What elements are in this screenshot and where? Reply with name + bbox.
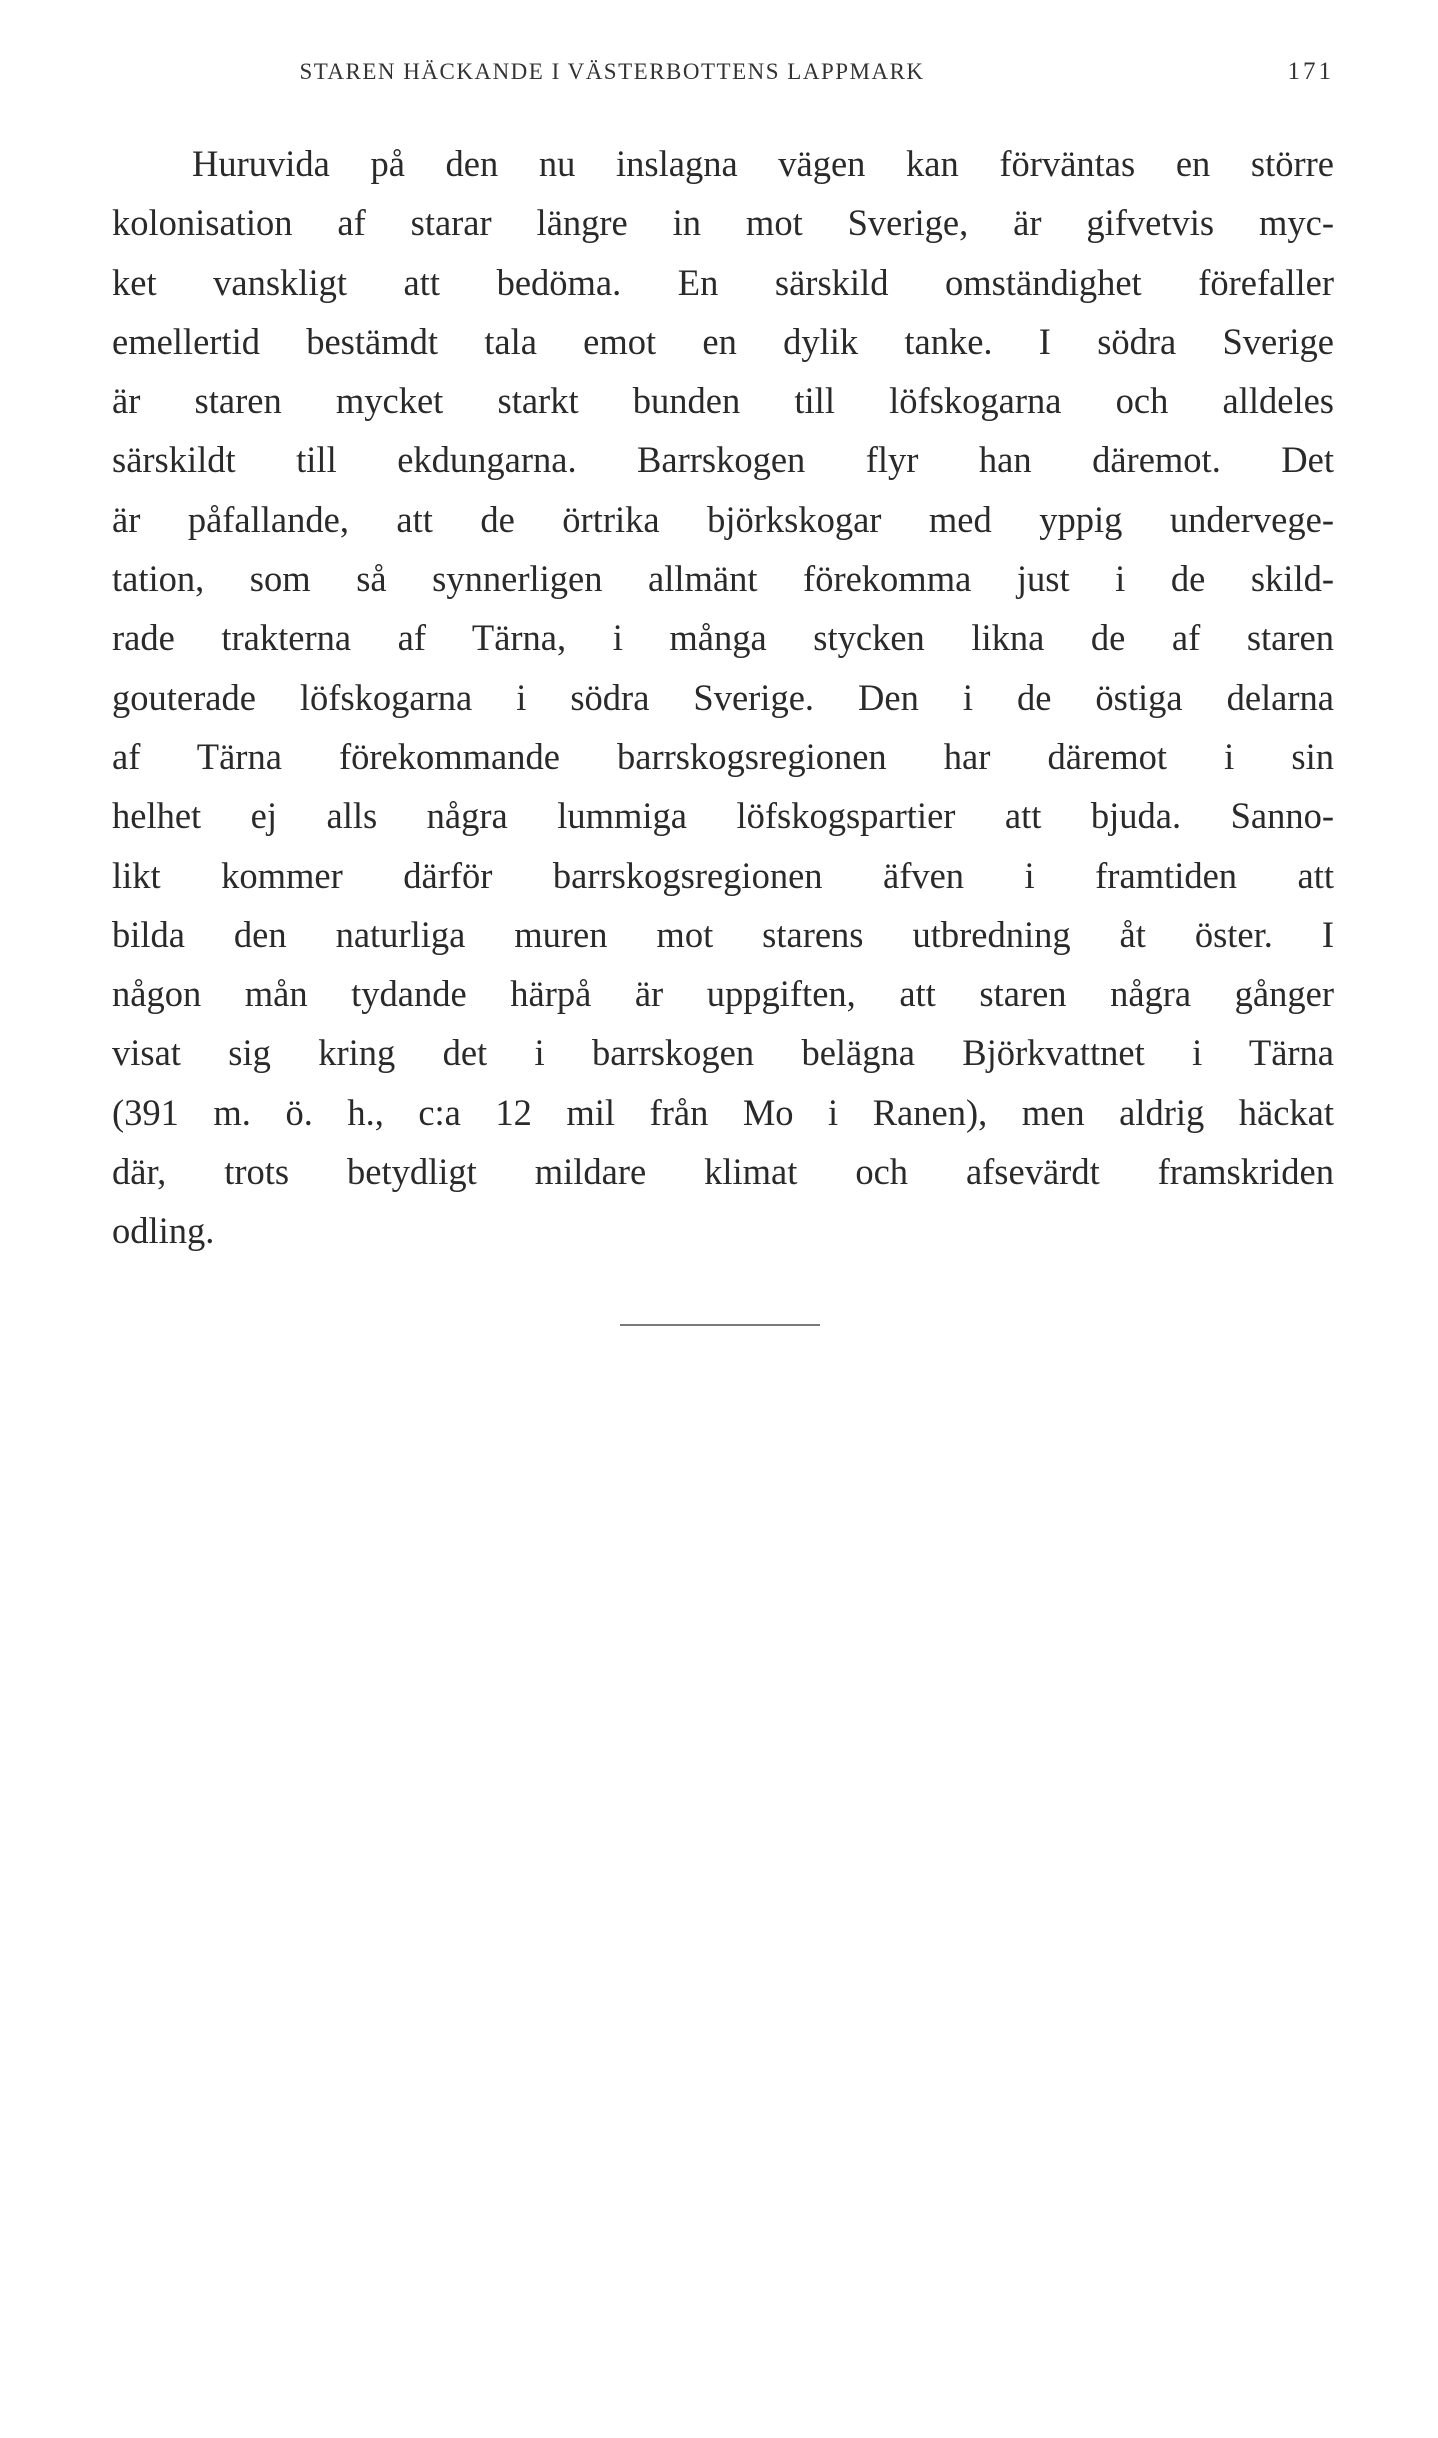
text-line: (391 m. ö. h., c:a 12 mil från Mo i Ranen), men aldrig häckat [112, 1091, 1334, 1133]
text-line: Huruvida på den nu inslagna vägen kan förväntas en större [192, 143, 1334, 184]
text-line: likt kommer därför barrskogsregionen äfven i framtiden att [112, 854, 1334, 896]
text-line: af Tärna förekommande barrskogsregionen har däremot i sin [112, 735, 1334, 777]
section-divider [620, 1324, 820, 1326]
running-title: STAREN HÄCKANDE I VÄSTERBOTTENS LAPPMARK [299, 59, 925, 84]
text-line: bilda den naturliga muren mot starens utbredning åt öster. I [112, 913, 1334, 955]
page-number: 171 [1287, 58, 1334, 85]
text-line: helhet ej alls några lummiga löfskogspartier att bjuda. Sanno- [112, 795, 1334, 837]
text-line: är staren mycket starkt bunden till löfskogarna och alldeles [112, 380, 1334, 422]
text-line: särskildt till ekdungarna. Barrskogen flyr han däremot. Det [112, 439, 1334, 481]
text-line: kolonisation af starar längre in mot Sverige, är gifvetvis myc- [112, 202, 1334, 244]
text-line: gouterade löfskogarna i södra Sverige. Den i de östiga delarna [112, 676, 1334, 718]
running-head [112, 52, 1334, 92]
text-line: emellertid bestämdt tala emot en dylik tanke. I södra Sverige [112, 320, 1334, 362]
text-line: någon mån tydande härpå är uppgiften, att staren några gånger [112, 973, 1334, 1015]
text-line: rade trakterna af Tärna, i många stycken likna de af staren [112, 617, 1334, 659]
text-line: där, trots betydligt mildare klimat och afsevärdt framskriden [112, 1151, 1334, 1193]
text-line: är påfallande, att de örtrika björkskogar med yppig undervege- [112, 498, 1334, 540]
body-paragraph [112, 134, 1334, 1261]
text-line: visat sig kring det i barrskogen belägna Björkvattnet i Tärna [112, 1032, 1334, 1074]
text-line: tation, som så synnerligen allmänt förekomma just i de skild- [112, 558, 1334, 600]
text-line: ket vanskligt att bedöma. En särskild omständighet förefaller [112, 261, 1334, 303]
text-line: odling. [112, 1210, 215, 1252]
